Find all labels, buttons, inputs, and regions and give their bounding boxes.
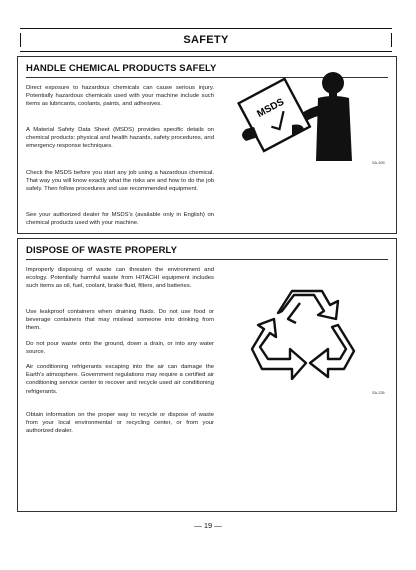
paragraph: Air conditioning refrigerants escaping into the air can damage the Earth's atmosphere. Government regulations may require a certified air conditioning service center to recover and recycle used air conditioning refrigerants. (26, 364, 214, 395)
paragraph: See your authorized dealer for MSDS's (available only in English) on chemical products used with your machine. (26, 212, 214, 227)
paragraph: Improperly disposing of waste can threaten the environment and ecology. Potentially harmful waste from HITACHI equipment includes such items as oil, fuel, coolant, brake fluid, filters, and batteries. (26, 267, 214, 290)
paragraph: Direct exposure to hazardous chemicals can cause serious injury. Potentially hazardous chemicals used with your machine include such items as lubricants, coolants, paints, and adhesives. (26, 85, 214, 108)
page-title: SAFETY (183, 34, 229, 46)
figure-code: SA-226 (372, 391, 385, 395)
section-handle-chemical-products (17, 56, 397, 234)
section-title: DISPOSE OF WASTE PROPERLY (26, 245, 388, 260)
figure-code: SA-309 (372, 161, 385, 165)
recycle-arrows-icon (240, 289, 360, 389)
page-number: — 19 — (194, 521, 222, 530)
header-left-rule (20, 33, 21, 47)
paragraph: Use leakproof containers when draining fluids. Do not use food or beverage containers that may mislead someone into drinking from them. (26, 309, 214, 332)
page-header (20, 28, 392, 52)
section-title: HANDLE CHEMICAL PRODUCTS SAFELY (26, 63, 388, 78)
msds-label: MSDS (255, 96, 287, 120)
person-holding-msds-sheet-icon (232, 67, 382, 179)
paragraph: A Material Safety Data Sheet (MSDS) provides specific details on chemical products: physical and health hazards, safety procedures, and emergency response techniques. (26, 127, 214, 150)
paragraph: Do not pour waste onto the ground, down a drain, or into any water source. (26, 341, 214, 356)
header-right-rule (391, 33, 392, 47)
paragraph: Check the MSDS before you start any job using a hazardous chemical. That way you will know exactly what the risks are and how to do the job safely. Then follow procedures and use recommended equipment. (26, 170, 214, 193)
section-dispose-of-waste (17, 238, 397, 512)
paragraph: Obtain information on the proper way to recycle or dispose of waste from your local environmental or recycling center, or from your authorized dealer. (26, 412, 214, 435)
